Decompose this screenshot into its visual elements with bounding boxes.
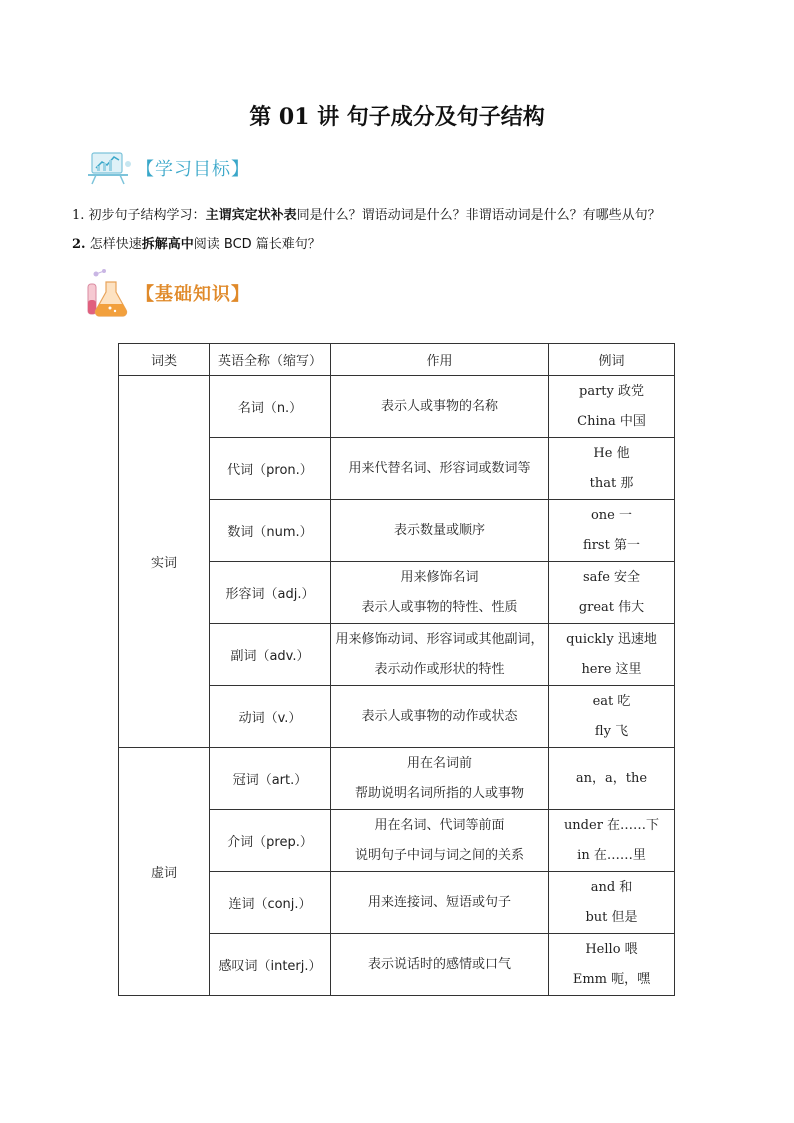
example-cell [549, 562, 675, 624]
usage-line: 表示人或事物的特性、性质 [361, 599, 518, 615]
example-word: that 那 [589, 475, 634, 491]
usage-line: 用来连接词、短语或句子 [367, 894, 511, 910]
example-word: great 伟大 [578, 599, 645, 615]
example-cell [549, 748, 675, 810]
goal-text: 初步句子结构学习： [88, 208, 206, 223]
word-class-name-cell: 形容词（adj.） [210, 562, 331, 624]
usage-cell [331, 686, 549, 748]
example-word: quickly 迅速地 [566, 631, 657, 647]
presentation-chart-icon [86, 150, 134, 186]
usage-line: 用来代替名词、形容词或数词等 [348, 460, 531, 476]
word-class-name-cell: 副词（adv.） [210, 624, 331, 686]
usage-line: 说明句子中词与词之间的关系 [354, 847, 524, 863]
goal-text-bold: 拆解高中 [141, 237, 194, 252]
goal-number: 1. [72, 208, 85, 223]
example-word: eat 吃 [592, 693, 631, 709]
example-word: here 这里 [581, 661, 642, 677]
example-cell [549, 624, 675, 686]
example-word: He 他 [593, 445, 630, 461]
example-word: an，a，the [575, 770, 648, 786]
word-class-name-cell: 数词（num.） [210, 500, 331, 562]
section-label-basics: 【基础知识】 [136, 284, 250, 305]
word-class-name-cell: 感叹词（interj.） [210, 934, 331, 996]
example-cell [549, 810, 675, 872]
usage-line: 表示人或事物的动作或状态 [361, 708, 518, 724]
usage-cell [331, 748, 549, 810]
word-class-name-cell: 连词（conj.） [210, 872, 331, 934]
example-cell [549, 686, 675, 748]
example-word: Hello 喂 [585, 941, 638, 957]
example-cell [549, 500, 675, 562]
example-word: fly 飞 [594, 723, 629, 739]
table-row [119, 376, 675, 438]
example-word: under 在……下 [563, 817, 660, 833]
example-word: China 中国 [577, 413, 646, 429]
category-cell: 虚词 [119, 748, 210, 996]
word-class-name-cell: 代词（pron.） [210, 438, 331, 500]
word-class-table [118, 343, 675, 996]
page-title: 第 01 讲 句子成分及句子结构 [249, 104, 545, 130]
usage-cell [331, 500, 549, 562]
table-header-row [119, 344, 675, 376]
example-cell [549, 872, 675, 934]
usage-cell [331, 810, 549, 872]
table-row [119, 748, 675, 810]
example-word: Emm 呃，嘿 [572, 971, 651, 987]
usage-line: 表示数量或顺序 [393, 522, 485, 538]
usage-cell [331, 934, 549, 996]
example-word: one 一 [590, 507, 633, 523]
example-word: safe 安全 [582, 569, 641, 585]
usage-line: 表示动作或形状的特性 [374, 661, 505, 677]
example-word: party 政党 [579, 383, 644, 399]
column-header: 英语全称（缩写） [210, 344, 331, 376]
column-header: 词类 [119, 344, 210, 376]
goal-number: 2. [72, 237, 86, 252]
example-cell [549, 438, 675, 500]
usage-line: 表示说话时的感情或口气 [367, 956, 511, 972]
usage-cell [331, 562, 549, 624]
word-class-name-cell: 动词（v.） [210, 686, 331, 748]
example-word: in 在……里 [577, 847, 646, 863]
example-cell [549, 934, 675, 996]
column-header: 例词 [549, 344, 675, 376]
example-cell [549, 376, 675, 438]
goal-text: 同是什么？谓语动词是什么？非谓语动词是什么？有哪些从句？ [296, 208, 661, 223]
usage-line: 用在名词前 [406, 755, 472, 771]
goal-text: 阅读 BCD 篇长难句？ [193, 237, 321, 252]
usage-line: 用来修饰名词 [400, 569, 479, 585]
section-header-basics [84, 268, 250, 318]
goal-item-2 [72, 233, 321, 252]
usage-line: 用在名词、代词等前面 [374, 817, 505, 833]
example-word: and 和 [590, 879, 633, 895]
goal-text-bold: 主谓宾定状补表 [205, 208, 297, 223]
usage-cell [331, 872, 549, 934]
category-cell: 实词 [119, 376, 210, 748]
chemistry-flask-icon [84, 268, 134, 318]
section-header-goals [86, 150, 250, 186]
section-label-goals: 【学习目标】 [136, 159, 250, 180]
goal-item-1 [72, 204, 661, 223]
usage-cell [331, 376, 549, 438]
usage-line: 用来修饰动词、形容词或其他副词， [335, 631, 544, 647]
word-class-name-cell: 冠词（art.） [210, 748, 331, 810]
usage-line: 帮助说明名词所指的人或事物 [354, 785, 524, 801]
goal-text: 怎样快速 [89, 237, 142, 252]
example-word: first 第一 [583, 537, 640, 553]
usage-line: 表示人或事物的名称 [380, 398, 498, 414]
usage-cell [331, 438, 549, 500]
word-class-name-cell: 介词（prep.） [210, 810, 331, 872]
column-header: 作用 [331, 344, 549, 376]
example-word: but 但是 [585, 909, 638, 925]
word-class-name-cell: 名词（n.） [210, 376, 331, 438]
usage-cell [331, 624, 549, 686]
